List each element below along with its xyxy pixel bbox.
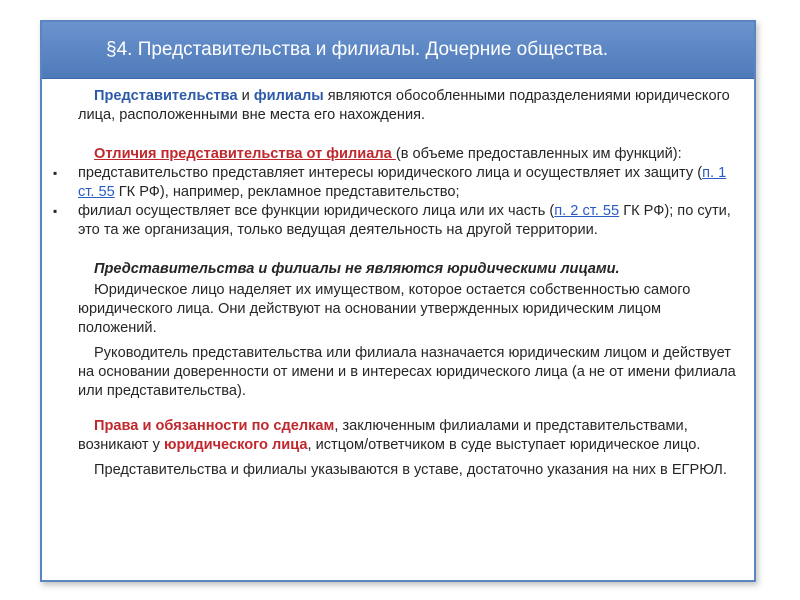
bullet-marker: ▪ bbox=[53, 166, 58, 180]
bullet-item-representative bbox=[53, 164, 736, 202]
bullet-text-before: представительство представляет интересы юридического лица и осуществляет их защиту ( bbox=[78, 165, 703, 181]
rights-text: , заключенным филиалами и представительствами, возникают у bbox=[78, 418, 688, 453]
not-legal-entities-heading: Представительства и филиалы не являются юридическими лицами. bbox=[94, 261, 620, 277]
rights-heading: Права и обязанности по сделкам bbox=[94, 418, 335, 434]
differences-intro: (в объеме предоставленных им функций): bbox=[395, 146, 682, 162]
law-link-p1-art55[interactable]: п. 1 ст. 55 bbox=[78, 165, 727, 200]
title-bar bbox=[42, 22, 754, 79]
law-link-p2-art55[interactable]: п. 2 ст. 55 bbox=[554, 203, 620, 219]
paragraph-rights bbox=[78, 417, 736, 455]
paragraph-head bbox=[78, 344, 736, 401]
property-text: Юридическое лицо наделяет их имуществом, которое остается собственностью самого юридического лица. Они действуют на основании утвержденных юридическим лицом положений. bbox=[78, 282, 691, 336]
registry-text: Представительства и филиалы указываются в уставе, достаточно указания на них в ЕГРЮЛ. bbox=[94, 462, 727, 478]
term-branches: филиалы bbox=[253, 88, 324, 104]
slide-title: §4. Представительства и филиалы. Дочерние общества. bbox=[106, 39, 609, 60]
bullet-text-after: ГК РФ), например, рекламное представительство; bbox=[114, 184, 460, 200]
rights-highlight: юридического лица bbox=[163, 437, 308, 453]
rights-rest: , истцом/ответчиком в суде выступает юридическое лицо. bbox=[307, 437, 701, 453]
paragraph-not-legal-entities bbox=[78, 260, 736, 279]
bullet-item-branch bbox=[53, 202, 736, 240]
paragraph-definition bbox=[78, 87, 736, 125]
slide-content bbox=[42, 87, 754, 480]
bullet-text-after: ГК РФ); по сути, это та же организация, только ведущая деятельность на другой территории. bbox=[78, 203, 731, 238]
slide bbox=[40, 20, 756, 582]
head-text: Руководитель представительства или филиала назначается юридическим лицом и действует на основании доверенности от имени и в интересах юридического лица (а не от имени филиала или представительства). bbox=[78, 345, 736, 399]
term-representative-offices: Представительства bbox=[94, 88, 238, 104]
conjunction: и bbox=[237, 88, 254, 104]
bullet-text-before: филиал осуществляет все функции юридического лица или их часть ( bbox=[78, 203, 555, 219]
definition-text: являются обособленными подразделениями юридического лица, расположенными вне места его нахождения. bbox=[78, 88, 730, 123]
differences-heading: Отличия представительства от филиала bbox=[94, 146, 396, 162]
bullet-marker: ▪ bbox=[53, 204, 58, 218]
paragraph-property bbox=[78, 281, 736, 338]
paragraph-differences bbox=[78, 145, 736, 164]
paragraph-registry bbox=[78, 461, 736, 480]
